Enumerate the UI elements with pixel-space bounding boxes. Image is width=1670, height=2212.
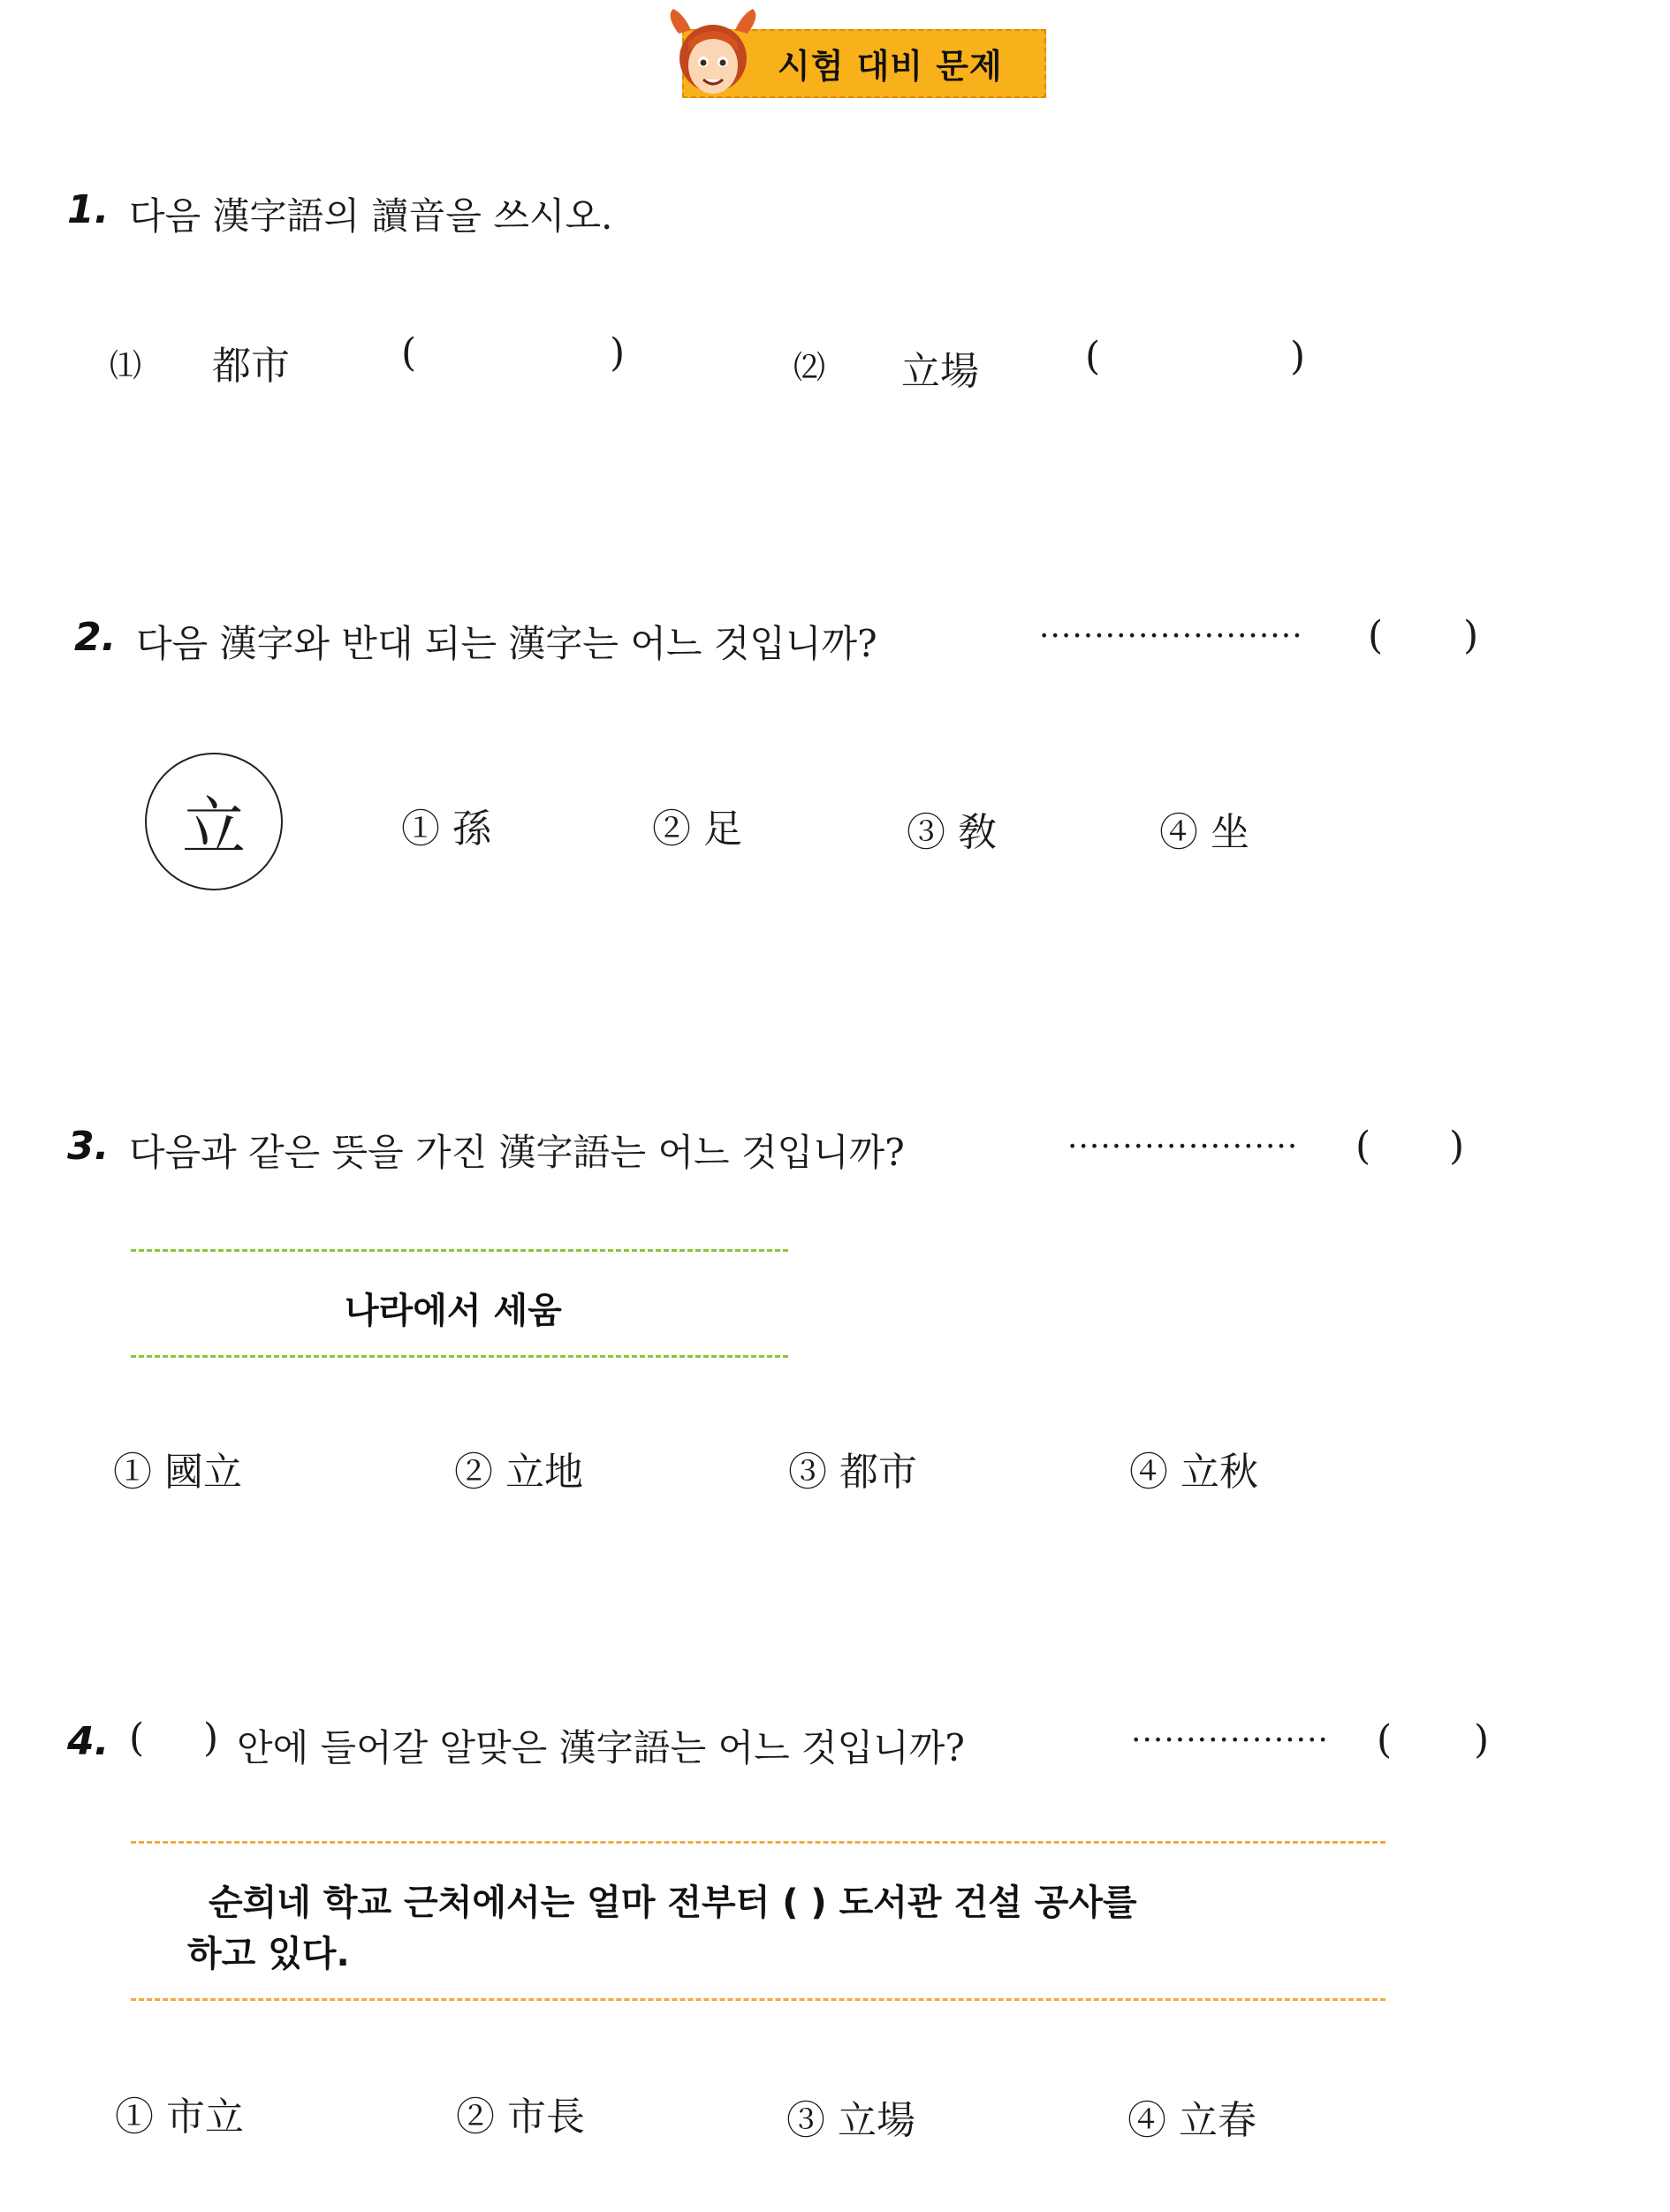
q3-leader-dots: ····················· [1067, 1129, 1299, 1165]
question-4-text: 안에 들어갈 알맞은 漢字語는 어느 것입니까? [237, 1726, 965, 1769]
q1-item-1-label: ⑴ [110, 348, 142, 384]
q4-option-3: ③ 立場 [786, 2098, 915, 2143]
q1-item-1-open-paren: ( [401, 330, 417, 375]
q4-sentence-line-1: 순희네 학교 근처에서는 얼마 전부터 ( ) 도서관 건설 공사를 [209, 1882, 1137, 1923]
q4-inline-close-paren: ) [203, 1716, 219, 1761]
question-1-number: 1. [67, 187, 110, 232]
q4-inline-open-paren: ( [129, 1716, 145, 1761]
q4-box-top-divider [131, 1841, 1385, 1844]
q2-given-character: 立 [145, 753, 283, 890]
q4-leader-dots: ·················· [1131, 1723, 1329, 1759]
q4-option-1: ① 市立 [115, 2095, 244, 2140]
q2-option-3: ③ 敎 [907, 810, 997, 855]
q2-answer-open: ( [1368, 613, 1384, 658]
question-3-text: 다음과 같은 뜻을 가진 漢字語는 어느 것입니까? [129, 1131, 905, 1174]
q2-option-1: ① 孫 [401, 807, 491, 852]
q4-answer-close: ) [1474, 1717, 1490, 1762]
q1-item-2-close-paren: ) [1290, 334, 1306, 379]
q1-item-2-word: 立場 [901, 349, 979, 394]
q3-option-3: ③ 都市 [788, 1450, 917, 1495]
q3-option-4: ④ 立秋 [1129, 1450, 1258, 1495]
q2-answer-close: ) [1463, 613, 1479, 658]
q1-item-1-close-paren: ) [610, 330, 626, 375]
q3-option-2: ② 立地 [454, 1450, 583, 1495]
question-4-number: 4. [67, 1719, 110, 1764]
question-2-text: 다음 漢字와 반대 되는 漢字는 어느 것입니까? [136, 622, 877, 665]
q4-box-bottom-divider [131, 1998, 1385, 2001]
q1-item-2-open-paren: ( [1085, 334, 1101, 379]
q3-box-bottom-divider [131, 1355, 788, 1358]
question-2-number: 2. [74, 615, 117, 660]
q4-option-4: ④ 立春 [1127, 2098, 1256, 2143]
q1-item-1-word: 都市 [212, 344, 290, 389]
girl-mascot-icon [661, 7, 765, 102]
question-1-text: 다음 漢字語의 讀音을 쓰시오. [129, 194, 613, 238]
q1-item-2-label: ⑵ [793, 350, 826, 386]
q3-answer-open: ( [1355, 1124, 1371, 1169]
q4-answer-open: ( [1377, 1717, 1393, 1762]
q2-leader-dots: ························ [1039, 618, 1303, 655]
q4-sentence-line-2: 하고 있다. [187, 1934, 350, 1974]
page-title: 시험 대비 문제 [778, 47, 1003, 86]
q3-box-top-divider [131, 1249, 788, 1252]
q3-meaning-text: 나라에서 세움 [345, 1291, 562, 1331]
q2-option-4: ④ 坐 [1159, 810, 1249, 855]
question-3-number: 3. [67, 1124, 110, 1169]
q3-option-1: ① 國立 [113, 1450, 242, 1495]
q3-answer-close: ) [1449, 1124, 1465, 1169]
q4-option-2: ② 市長 [456, 2095, 585, 2140]
q2-option-2: ② 足 [652, 807, 742, 852]
